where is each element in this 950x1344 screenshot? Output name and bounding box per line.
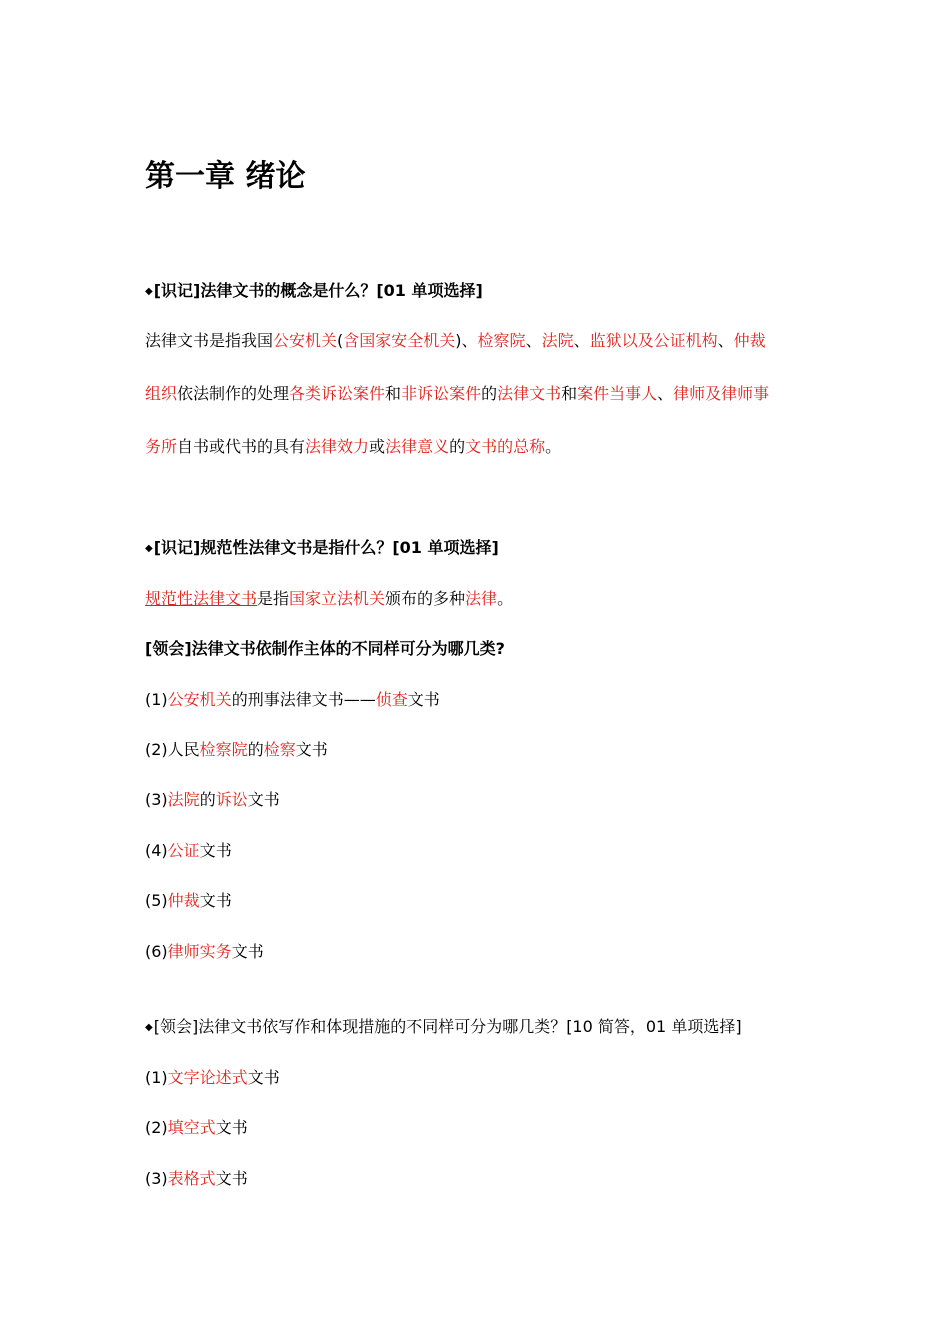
highlighted-term: 法律效力 (305, 437, 370, 456)
text-run: ( (337, 331, 344, 350)
highlighted-term: 公安机关 (167, 690, 232, 709)
text-run: 自书或代书的具有 (177, 437, 306, 456)
text-run: 文书 (215, 1118, 248, 1137)
text-run: 文书 (247, 1068, 280, 1087)
text-run: 、 (525, 331, 542, 350)
text-run: [领会]法律文书依制作主体的不同样可分为哪几类? (145, 639, 505, 658)
chapter-title: 第一章 绪论 (145, 159, 306, 194)
text-run: 文书 (199, 891, 232, 910)
highlighted-term: 公安机关 (273, 331, 338, 350)
text-line-a4i3 (145, 1168, 248, 1190)
text-line-a1l2 (145, 383, 769, 405)
text-line-a3i3 (145, 789, 280, 811)
diamond-bullet-icon: ◆ (145, 286, 153, 297)
highlighted-term: 各类诉讼案件 (289, 384, 386, 403)
text-run: 、 (717, 331, 734, 350)
highlighted-term: 律师及律师事 (673, 384, 770, 403)
text-run: (1) (145, 690, 168, 709)
text-run: 是指 (257, 589, 290, 608)
text-run: 文书 (231, 942, 264, 961)
text-run: (5) (145, 891, 168, 910)
text-run: (2) (145, 1118, 168, 1137)
text-line-a3i4 (145, 840, 232, 862)
highlighted-term: 法律文书 (497, 384, 562, 403)
highlighted-term: 诉讼 (215, 790, 248, 809)
highlighted-term: 非诉讼案件 (401, 384, 482, 403)
highlighted-term: 案件当事人 (577, 384, 658, 403)
text-run: 颁布的多种 (385, 589, 466, 608)
diamond-bullet-icon: ◆ (145, 543, 153, 554)
text-line-a3i5 (145, 890, 232, 912)
text-line-a3i2 (145, 739, 328, 761)
text-line-a4i2 (145, 1117, 248, 1139)
highlighted-term: 填空式 (167, 1118, 216, 1137)
text-line-a3i6 (145, 941, 264, 963)
text-run: 文书 (295, 740, 328, 759)
highlighted-term: 表格式 (167, 1169, 216, 1188)
question-heading-q2 (145, 537, 499, 560)
diamond-bullet-icon: ◆ (145, 1022, 153, 1033)
highlighted-term: 文书的总称 (465, 437, 546, 456)
text-run: (3) (145, 790, 168, 809)
text-run: [领会]法律文书依写作和体现措施的不同样可分为哪几类？[10 简答，01 单项选择] (153, 1017, 742, 1036)
highlighted-term: 检察 (263, 740, 296, 759)
highlighted-term: 检察院 (199, 740, 248, 759)
highlighted-term: 公证 (167, 841, 200, 860)
highlighted-term: 检察院 (477, 331, 526, 350)
highlighted-term: 侦查 (375, 690, 408, 709)
question-heading-q4 (145, 1016, 742, 1039)
text-run: 的 (481, 384, 498, 403)
text-line-a1l3 (145, 436, 561, 458)
text-run: 的 (199, 790, 216, 809)
text-run: 文书 (407, 690, 440, 709)
text-run: (2)人民 (145, 740, 200, 759)
text-run: 和 (561, 384, 578, 403)
text-run: 依法制作的处理 (177, 384, 290, 403)
text-run: (6) (145, 942, 168, 961)
text-run: 文书 (215, 1169, 248, 1188)
text-run: 的刑事法律文书—— (231, 690, 376, 709)
highlighted-term: 务所 (145, 437, 178, 456)
highlighted-term: 含国家安全机关 (343, 331, 456, 350)
highlighted-term: 法律意义 (385, 437, 450, 456)
highlighted-term: 监狱以及公证机构 (589, 331, 718, 350)
text-run: 文书 (247, 790, 280, 809)
question-heading-q3 (145, 638, 505, 660)
highlighted-term: 法院 (167, 790, 200, 809)
text-line-a4i1 (145, 1067, 280, 1089)
text-run: [识记]规范性法律文书是指什么？[01 单项选择] (153, 538, 499, 557)
text-run: 。 (545, 437, 562, 456)
text-run: 文书 (199, 841, 232, 860)
highlighted-term: 法律 (465, 589, 498, 608)
highlighted-term: 规范性法律文书 (145, 589, 258, 608)
text-run: 、 (657, 384, 674, 403)
highlighted-term: 仲裁 (733, 331, 766, 350)
text-run: (1) (145, 1068, 168, 1087)
text-run: 、 (573, 331, 590, 350)
text-line-a1l1 (145, 330, 766, 352)
text-run: (4) (145, 841, 168, 860)
text-run: 的 (449, 437, 466, 456)
text-line-a3i1 (145, 689, 440, 711)
text-run: 和 (385, 384, 402, 403)
text-line-a2 (145, 588, 513, 610)
text-run: 的 (247, 740, 264, 759)
highlighted-term: 国家立法机关 (289, 589, 386, 608)
highlighted-term: 组织 (145, 384, 178, 403)
text-run: )、 (455, 331, 478, 350)
highlighted-term: 律师实务 (167, 942, 232, 961)
text-run: 法律文书是指我国 (145, 331, 274, 350)
highlighted-term: 文字论述式 (167, 1068, 248, 1087)
highlighted-term: 仲裁 (167, 891, 200, 910)
question-heading-q1 (145, 280, 483, 303)
text-run: (3) (145, 1169, 168, 1188)
text-run: 。 (497, 589, 514, 608)
highlighted-term: 法院 (541, 331, 574, 350)
text-run: 或 (369, 437, 386, 456)
text-run: [识记]法律文书的概念是什么？[01 单项选择] (153, 281, 483, 300)
